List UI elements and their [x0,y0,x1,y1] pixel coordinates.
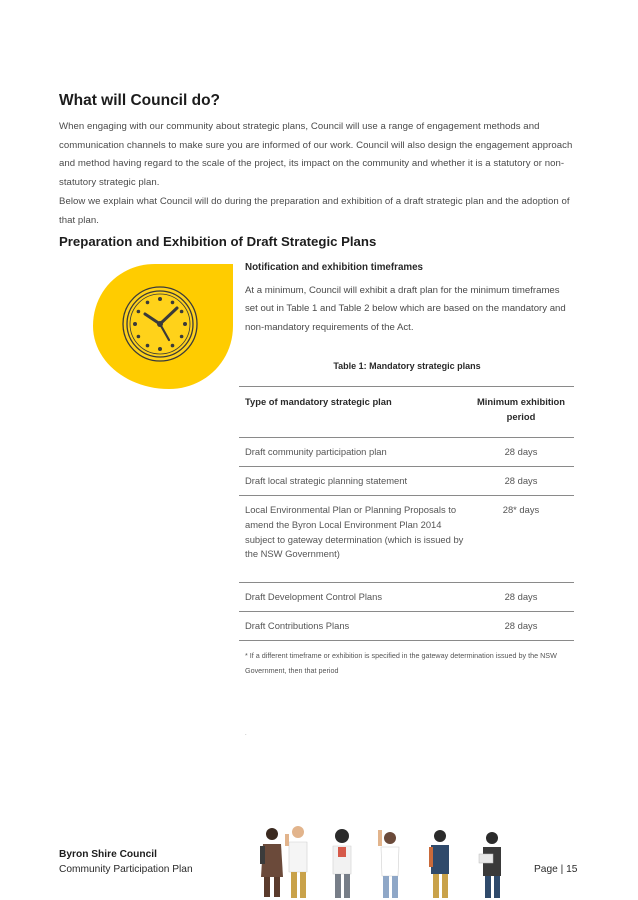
table-caption: Table 1: Mandatory strategic plans [333,361,481,371]
period-cell: 28 days [468,612,574,641]
explanation-paragraph: Below we explain what Council will do during the preparation and exhibition of a draft strategic plan and the adoption of that plan. [59,196,570,226]
mandatory-plans-table [239,386,574,641]
person-figure [260,828,283,897]
stray-mark: . [245,731,247,737]
header-exhibition-period: Minimum exhibition period [468,387,574,438]
timeframes-intro: At a minimum, Council will exhibit a draft plan for the minimum timeframes set out in Table 1 and Table 2 below which are based on the mandatory and non-mandatory requirements of the Act. [245,285,566,333]
clock-icon [93,264,233,389]
subheading: Notification and exhibition timeframes [245,262,423,273]
footer-organization: Byron Shire Council [59,849,157,860]
person-figure [285,826,307,898]
plan-type-cell: Local Environmental Plan or Planning Proposals to amend the Byron Local Environment Plan 2014 subject to gateway determination (which is issued by the NSW Government) [239,496,468,583]
period-cell: 28 days [468,438,574,467]
table-row [239,467,574,496]
table-row [239,583,574,612]
period-cell: 28* days [468,496,574,583]
table-row [239,438,574,467]
table-row [239,496,574,583]
page-heading: What will Council do? [59,92,221,109]
intro-paragraph: When engaging with our community about strategic plans, Council will use a range of engagement methods and communication channels to make sure you are informed of our work. Council will also design the engagement approach and method having regard to the scale of the project, its impact on the community and whether it is a statutory or non-statutory strategic plan. [59,121,573,189]
period-cell: 28 days [468,467,574,496]
section-heading: Preparation and Exhibition of Draft Strategic Plans [59,234,377,249]
table-row [239,612,574,641]
plan-type-cell: Draft Contributions Plans [239,612,468,641]
person-figure [378,830,399,898]
person-figure [479,832,501,898]
plan-type-cell: Draft Development Control Plans [239,583,468,612]
person-figure [429,830,449,898]
period-cell: 28 days [468,583,574,612]
community-people-illustration [250,822,520,900]
person-figure [333,829,351,898]
plan-type-cell: Draft local strategic planning statement [239,467,468,496]
footer-document-title: Community Participation Plan [59,864,193,875]
table-footnote: * If a different timeframe or exhibition is specified in the gateway determination issued by the NSW Government, then that period [245,651,557,675]
table-header-row [239,387,574,438]
footer-page-number: Page | 15 [534,864,578,875]
plan-type-cell: Draft community participation plan [239,438,468,467]
header-plan-type: Type of mandatory strategic plan [239,387,468,438]
